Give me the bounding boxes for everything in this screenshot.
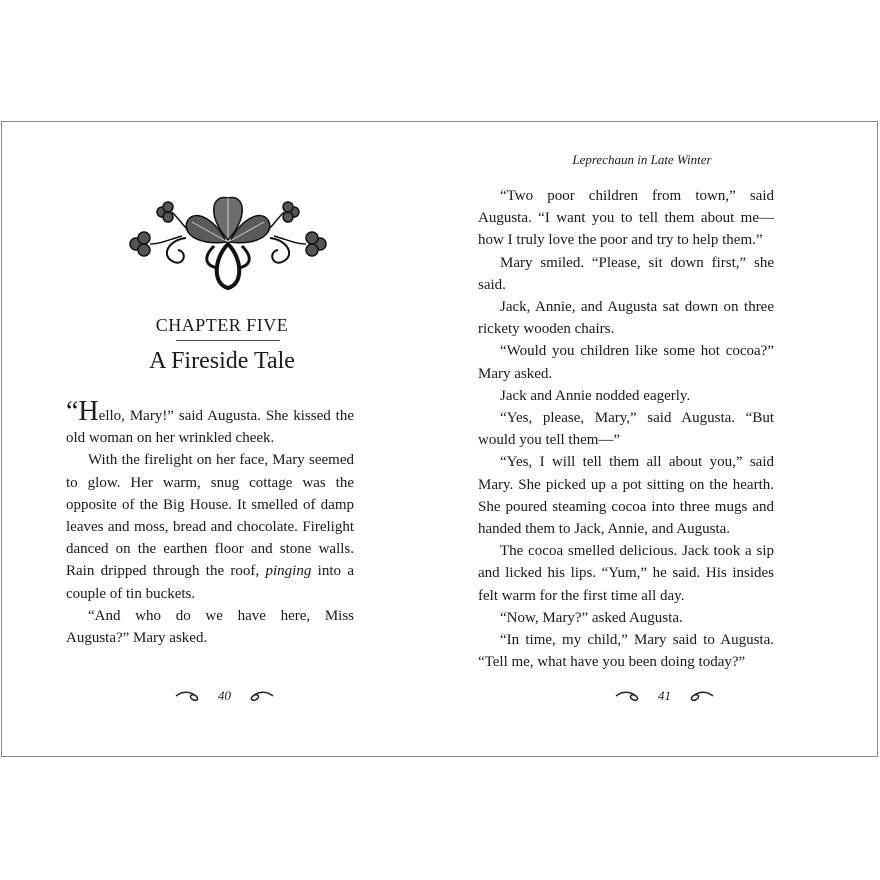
right-body-text — [478, 185, 774, 673]
paragraph: Jack, Annie, and Augusta sat down on three rickety wooden chairs. — [478, 299, 774, 338]
paragraph: “And who do we have here, Miss Augusta?” Mary asked. — [66, 607, 354, 647]
swirl-flourish-icon — [614, 689, 644, 703]
swirl-flourish-icon — [174, 689, 204, 703]
paragraph: Mary smiled. “Please, sit down first,” she said. — [478, 254, 774, 293]
paragraph: Jack and Annie nodded eagerly. — [500, 387, 691, 404]
paragraph-text: With the firelight on her face, Mary seemed to glow. Her warm, snug cottage was the opposite of the Big House. It smelled of damp leaves and moss, bread and chocolate. Firelight danced on the earthen floor and stone walls. Rain dripped through the roof, — [66, 452, 354, 580]
paragraph: “Now, Mary?” asked Augusta. — [500, 609, 683, 626]
paragraph — [66, 449, 354, 604]
book-spread — [1, 121, 878, 757]
page-number: 40 — [218, 688, 231, 703]
left-body-text — [66, 396, 354, 649]
paragraph: “Yes, I will tell them all about you,” said Mary. She picked up a pot sitting on the hearth. She poured steaming cocoa into three mugs and handed them to Jack, Annie, and Augusta. — [478, 454, 774, 538]
shamrock-ornament-icon — [122, 188, 334, 306]
chapter-label: CHAPTER FIVE — [155, 315, 289, 335]
paragraph: “Would you children like some hot cocoa?” Mary asked. — [478, 343, 774, 382]
page-number: 41 — [658, 688, 671, 703]
running-head: Leprechaun in Late Winter — [572, 152, 712, 167]
paragraph: “In time, my child,” Mary said to Augusta. “Tell me, what have you been doing today?” — [478, 632, 774, 671]
paragraph: The cocoa smelled delicious. Jack took a sip and licked his lips. “Yum,” he said. His insides felt warm for the first time all day. — [478, 543, 774, 604]
paragraph: “Two poor children from town,” said Augusta. “I want you to tell them about me—how I truly love the poor and try to help them.” — [478, 188, 774, 249]
paragraph: “Hello, Mary!” said Augusta. She kissed the old woman on her wrinkled cheek. — [66, 396, 354, 447]
chapter-title: A Fireside Tale — [149, 348, 295, 374]
italic-word: pinging — [265, 563, 312, 580]
paragraph-text-end: into a couple of tin buckets. — [66, 563, 354, 602]
left-page — [2, 122, 442, 756]
swirl-flourish-icon — [245, 689, 275, 703]
right-page — [442, 122, 879, 756]
chapter-divider — [176, 340, 280, 341]
folio-left — [174, 688, 275, 704]
paragraph: “Yes, please, Mary,” said Augusta. “But would you tell them—” — [478, 410, 774, 449]
swirl-flourish-icon — [685, 689, 715, 703]
folio-right — [614, 688, 715, 704]
